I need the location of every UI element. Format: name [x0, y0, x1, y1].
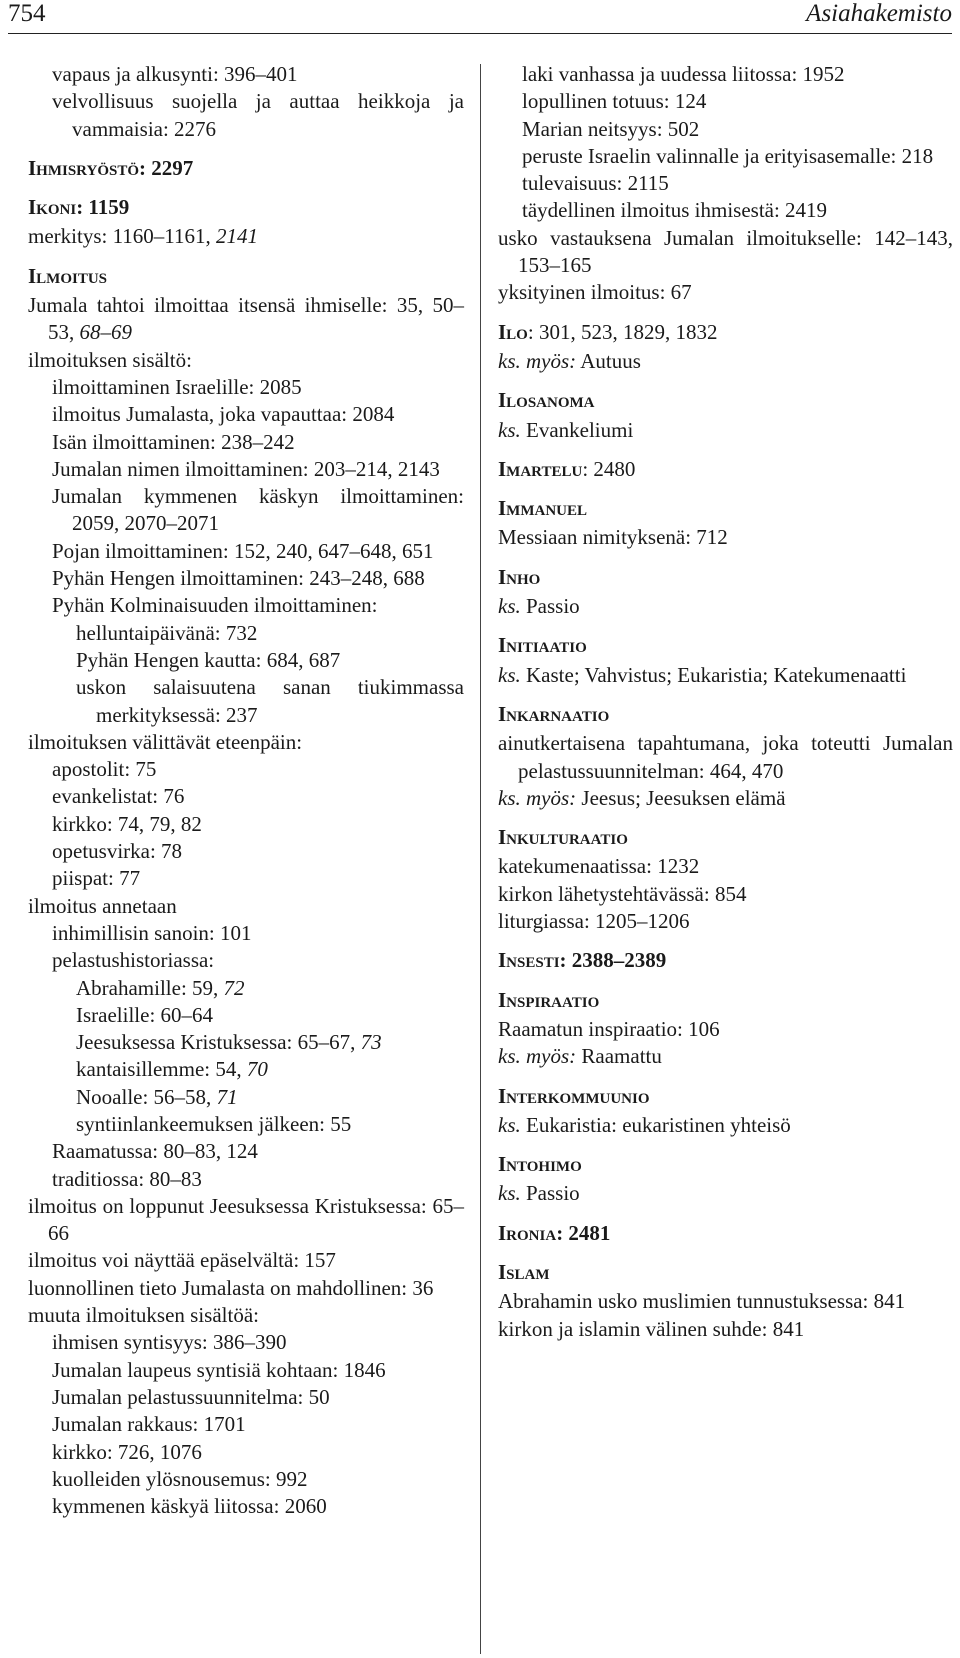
page-number: 754 — [8, 0, 46, 27]
index-entry — [28, 1384, 464, 1411]
entry-text: Pyhän Kolminaisuuden ilmoittaminen: — [52, 593, 378, 618]
entry-text: Jumalan nimen ilmoittaminen: 203–214, 2143 — [52, 456, 440, 481]
entry-text: Kaste; Vahvistus; Eukaristia; Katekumenaatti — [520, 662, 907, 687]
index-heading — [498, 632, 953, 659]
index-entry — [498, 593, 953, 620]
entry-text: : 2480 — [582, 456, 636, 481]
index-entry — [28, 1111, 464, 1138]
page-header — [4, 0, 956, 40]
entry-text: Raamattu — [576, 1044, 662, 1069]
running-head: Asiahakemisto — [806, 0, 952, 27]
entry-text: Eukaristia: eukaristinen yhteisö — [520, 1112, 791, 1137]
index-entry — [28, 647, 464, 674]
entry-text: Raamatun inspiraatio: 106 — [498, 1016, 720, 1041]
index-heading — [498, 1151, 953, 1178]
entry-text: Pyhän Hengen kautta: 684, 687 — [76, 647, 341, 672]
entry-text: Interkommuunio — [498, 1083, 650, 1108]
entry-text: Israelille: 60–64 — [76, 1002, 214, 1027]
entry-text: Jumala tahtoi ilmoittaa itsensä ihmiselle: 35, 50–53, — [28, 293, 464, 345]
index-column-left — [28, 61, 464, 1520]
index-heading — [498, 987, 953, 1014]
index-entry — [28, 1466, 464, 1493]
index-heading — [498, 701, 953, 728]
entry-text: laki vanhassa ja uudessa liitossa: 1952 — [522, 62, 845, 86]
index-entry — [28, 756, 464, 783]
index-entry — [28, 893, 464, 920]
index-entry — [28, 620, 464, 647]
entry-text: ilmoituksen välittävät eteenpäin: — [28, 729, 303, 754]
index-heading — [28, 194, 464, 221]
index-entry — [28, 1329, 464, 1356]
entry-text: Initiaatio — [498, 633, 587, 658]
entry-text: Inspiraatio — [498, 987, 600, 1012]
entry-text: pelastushistoriassa: — [52, 948, 215, 973]
entry-text: tulevaisuus: 2115 — [522, 171, 669, 196]
entry-text: ilmoituksen sisältö: — [28, 347, 192, 372]
index-entry — [28, 456, 464, 483]
entry-text: ks. — [498, 417, 521, 442]
column-divider — [480, 64, 481, 1654]
index-entry — [28, 565, 464, 592]
index-entry — [498, 348, 953, 375]
entry-text: ks. — [498, 594, 521, 619]
index-entry — [498, 785, 953, 812]
entry-text: 71 — [216, 1084, 238, 1109]
entry-text: evankelistat: 76 — [52, 784, 185, 809]
entry-text: ainutkertaisena tapahtumana, joka toteutti Jumalan pelastussuunnitelman: 464, 470 — [498, 731, 953, 783]
entry-text: 2141 — [216, 224, 259, 249]
index-entry — [28, 1247, 464, 1274]
entry-text: : 2481 — [556, 1220, 611, 1245]
entry-text: Insesti — [498, 948, 560, 973]
entry-text: Abrahamille: 59, — [76, 975, 224, 1000]
index-column-right — [498, 61, 953, 1343]
entry-text: opetusvirka: 78 — [52, 839, 183, 864]
entry-text: Passio — [520, 594, 580, 619]
entry-text: 70 — [246, 1057, 268, 1082]
index-entry — [28, 401, 464, 428]
index-entry — [28, 947, 464, 974]
entry-text: Passio — [520, 1181, 580, 1206]
entry-text: Nooalle: 56–58, — [76, 1084, 217, 1109]
index-entry — [28, 783, 464, 810]
index-entry — [28, 729, 464, 756]
entry-text: Messiaan nimityksenä: 712 — [498, 525, 728, 550]
index-entry — [498, 662, 953, 689]
index-entry — [498, 881, 953, 908]
index-entry — [28, 88, 464, 143]
entry-text: inhimillisin sanoin: 101 — [52, 920, 252, 945]
entry-text: : 301, 523, 1829, 1832 — [527, 319, 718, 344]
entry-text: ks. myös: — [498, 785, 577, 810]
entry-text: Isän ilmoittaminen: 238–242 — [52, 429, 295, 454]
entry-text: piispat: 77 — [52, 866, 141, 891]
entry-text: Jumalan rakkaus: 1701 — [52, 1412, 246, 1437]
index-entry — [28, 1029, 464, 1056]
index-entry — [28, 374, 464, 401]
index-entry — [28, 674, 464, 729]
index-entry — [28, 920, 464, 947]
index-heading — [498, 456, 953, 483]
entry-text: kymmenen käskyä liitossa: 2060 — [52, 1494, 327, 1519]
entry-text: kirkon lähetystehtävässä: 854 — [498, 881, 747, 906]
entry-text: ilmoitus annetaan — [28, 893, 177, 918]
index-entry — [498, 1316, 953, 1343]
entry-text: ilmoitus on loppunut Jeesuksessa Kristuksessa: 65–66 — [28, 1193, 464, 1246]
index-entry — [28, 1166, 464, 1193]
index-heading — [498, 1220, 953, 1247]
index-heading — [498, 1259, 953, 1286]
entry-text: kantaisillemme: 54, — [76, 1057, 247, 1082]
entry-text: Pojan ilmoittaminen: 152, 240, 647–648, 651 — [52, 538, 434, 563]
index-entry — [28, 1439, 464, 1466]
entry-text: Imartelu — [498, 456, 583, 481]
index-heading — [28, 155, 464, 182]
entry-text: ks. — [498, 1181, 521, 1206]
index-entry — [498, 1112, 953, 1139]
entry-text: 73 — [360, 1030, 382, 1055]
entry-text: Autuus — [576, 348, 641, 373]
entry-text: katekumenaatissa: 1232 — [498, 854, 700, 879]
entry-text: täydellinen ilmoitus ihmisestä: 2419 — [522, 198, 828, 223]
entry-text: ilmoittaminen Israelille: 2085 — [52, 374, 302, 399]
entry-text: Jeesus; Jeesuksen elämä — [576, 785, 786, 810]
entry-text: kirkko: 74, 79, 82 — [52, 811, 202, 836]
entry-text: ks. myös: — [498, 1044, 577, 1069]
index-heading — [498, 495, 953, 522]
entry-text: Evankeliumi — [520, 417, 634, 442]
index-entry — [28, 429, 464, 456]
entry-text: : 2297 — [139, 155, 194, 180]
index-entry — [28, 838, 464, 865]
index-entry — [28, 483, 464, 538]
header-rule — [8, 33, 952, 34]
index-entry — [498, 1180, 953, 1207]
index-entry — [498, 197, 953, 224]
index-entry — [498, 908, 953, 935]
entry-text: kuolleiden ylösnousemus: 992 — [52, 1466, 308, 1491]
index-entry — [28, 1056, 464, 1083]
entry-text: Jumalan laupeus syntisiä kohtaan: 1846 — [52, 1357, 386, 1382]
index-entry — [28, 61, 464, 88]
index-entry — [28, 1002, 464, 1029]
entry-text: peruste Israelin valinnalle ja erityisasemalle: 218 — [522, 143, 934, 168]
entry-text: Jeesuksessa Kristuksessa: 65–67, — [76, 1030, 361, 1055]
index-heading — [498, 824, 953, 851]
entry-text: ilmoitus voi näyttää epäselvältä: 157 — [28, 1248, 336, 1273]
entry-text: Jumalan pelastussuunnitelma: 50 — [52, 1384, 330, 1409]
entry-text: kirkon ja islamin välinen suhde: 841 — [498, 1316, 805, 1341]
index-heading — [498, 1083, 953, 1110]
index-entry — [28, 865, 464, 892]
entry-text: uskon salaisuutena sanan tiukimmassa merkityksessä: 237 — [76, 675, 464, 727]
entry-text: Inkarnaatio — [498, 701, 610, 726]
index-entry — [498, 116, 953, 143]
entry-text: : 2388–2389 — [559, 948, 667, 973]
entry-text: 68–69 — [79, 320, 132, 345]
index-entry — [28, 223, 464, 250]
index-entry — [498, 225, 953, 280]
entry-text: ks. myös: — [498, 348, 577, 373]
entry-text: velvollisuus suojella ja auttaa heikkoja ja vammaisia: 2276 — [52, 89, 464, 141]
entry-text: Ilo — [498, 319, 528, 344]
index-entry — [498, 1016, 953, 1043]
index-entry — [28, 347, 464, 374]
index-entry — [498, 853, 953, 880]
entry-text: Intohimo — [498, 1152, 582, 1177]
index-entry — [28, 1084, 464, 1111]
entry-text: Immanuel — [498, 496, 587, 521]
entry-text: traditiossa: 80–83 — [52, 1166, 202, 1191]
entry-text: Ilmoitus — [28, 263, 108, 288]
entry-text: Abrahamin usko muslimien tunnustuksessa: 841 — [498, 1289, 906, 1314]
index-entry — [28, 975, 464, 1002]
index-entry — [28, 1193, 464, 1248]
entry-text: merkitys: 1160–1161, — [28, 224, 217, 249]
index-entry — [28, 1357, 464, 1384]
index-heading — [498, 564, 953, 591]
index-entry — [28, 1138, 464, 1165]
entry-text: ihmisen syntisyys: 386–390 — [52, 1330, 287, 1355]
entry-text: Pyhän Hengen ilmoittaminen: 243–248, 688 — [52, 566, 425, 591]
index-entry — [28, 811, 464, 838]
index-entry — [498, 730, 953, 785]
index-heading — [28, 263, 464, 290]
entry-text: Islam — [498, 1259, 550, 1284]
entry-text: apostolit: 75 — [52, 757, 157, 782]
entry-text: yksityinen ilmoitus: 67 — [498, 280, 692, 305]
entry-text: Marian neitsyys: 502 — [522, 116, 700, 141]
entry-text: : 1159 — [76, 195, 130, 220]
index-entry — [498, 417, 953, 444]
entry-text: Inho — [498, 564, 541, 589]
entry-text: muuta ilmoituksen sisältöä: — [28, 1303, 259, 1328]
entry-text: helluntaipäivänä: 732 — [76, 620, 258, 645]
entry-text: vapaus ja alkusynti: 396–401 — [52, 62, 298, 86]
index-entry — [28, 538, 464, 565]
index-entry — [498, 170, 953, 197]
entry-text: ilmoitus Jumalasta, joka vapauttaa: 2084 — [52, 402, 395, 427]
entry-text: Ikoni — [28, 195, 77, 220]
index-entry — [28, 292, 464, 347]
entry-text: Ilosanoma — [498, 388, 595, 413]
index-entry — [498, 61, 953, 88]
index-heading — [498, 947, 953, 974]
entry-text: Raamatussa: 80–83, 124 — [52, 1139, 258, 1164]
entry-text: usko vastauksena Jumalan ilmoitukselle: 142–143, 153–165 — [498, 225, 953, 278]
entry-text: 72 — [223, 975, 245, 1000]
index-entry — [28, 1302, 464, 1329]
index-entry — [28, 592, 464, 619]
index-entry — [498, 524, 953, 551]
index-entry — [498, 1288, 953, 1315]
entry-text: Inkulturaatio — [498, 825, 628, 850]
entry-text: liturgiassa: 1205–1206 — [498, 909, 690, 934]
index-entry — [498, 279, 953, 306]
entry-text: ks. — [498, 1112, 521, 1137]
entry-text: Jumalan kymmenen käskyn ilmoittaminen: 2059, 2070–2071 — [52, 484, 464, 536]
index-heading — [498, 387, 953, 414]
index-entry — [498, 1043, 953, 1070]
index-entry — [28, 1411, 464, 1438]
entry-text: kirkko: 726, 1076 — [52, 1439, 202, 1464]
entry-text: Ironia — [498, 1220, 557, 1245]
index-entry — [28, 1275, 464, 1302]
index-entry — [28, 1493, 464, 1520]
entry-text: syntiinlankeemuksen jälkeen: 55 — [76, 1111, 352, 1136]
entry-text: Ihmisryöstö — [28, 155, 139, 180]
index-heading — [498, 319, 953, 346]
entry-text: ks. — [498, 662, 521, 687]
entry-text: luonnollinen tieto Jumalasta on mahdollinen: 36 — [28, 1275, 434, 1300]
entry-text: lopullinen totuus: 124 — [522, 89, 707, 114]
index-entry — [498, 88, 953, 115]
index-entry — [498, 143, 953, 170]
